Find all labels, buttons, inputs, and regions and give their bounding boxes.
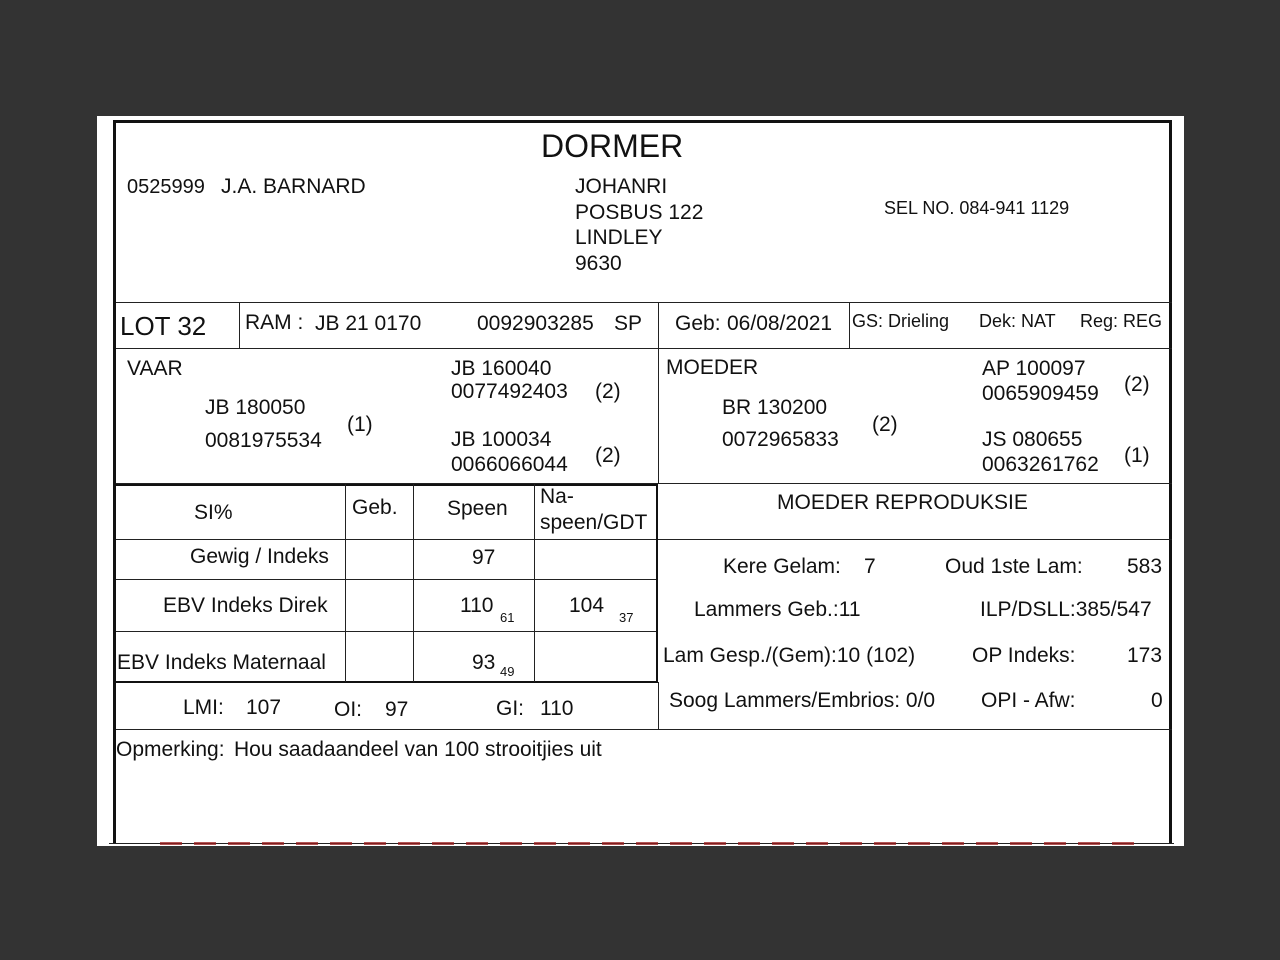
- opi-afw-value: 0: [1151, 689, 1163, 712]
- sire-sire-number: 0077492403: [451, 380, 568, 403]
- perf-box-top: [116, 484, 658, 486]
- rule-perf-col3: [534, 484, 535, 682]
- ram-label: RAM :: [245, 311, 304, 334]
- lmi-label: LMI:: [183, 696, 224, 719]
- gi-value: 110: [540, 697, 574, 720]
- breeder-name: J.A. BARNARD: [221, 175, 366, 198]
- row-direk-speen-accuracy: 61: [500, 610, 515, 625]
- ram-id: JB 21 0170: [315, 312, 422, 335]
- address-line-2: POSBUS 122: [575, 201, 704, 224]
- kere-gelam-value: 7: [864, 555, 876, 578]
- oud-1ste-lam-value: 583: [1127, 555, 1163, 578]
- row-maternaal-speen-accuracy: 49: [500, 664, 515, 679]
- rule-perf-col1: [345, 484, 346, 682]
- phone-number: SEL NO. 084-941 1129: [884, 198, 1070, 218]
- rule-header-bottom: [116, 302, 1172, 303]
- rule-geb-divider: [849, 302, 850, 348]
- sire-dam-id: JB 100034: [451, 428, 552, 451]
- ram-number: 0092903285: [477, 312, 594, 335]
- row-direk-naspeen-accuracy: 37: [619, 610, 634, 625]
- dam-label: MOEDER: [666, 356, 759, 379]
- dam-sire-number: 0065909459: [982, 382, 1099, 405]
- row-direk-naspeen: 104: [569, 594, 605, 617]
- address-line-3: LINDLEY: [575, 226, 663, 249]
- remarks-label: Opmerking:: [116, 738, 225, 761]
- sire-label: VAAR: [127, 357, 183, 380]
- sire-count: (1): [347, 413, 373, 436]
- oud-1ste-lam-label: Oud 1ste Lam:: [945, 555, 1083, 578]
- gi-label: GI:: [496, 697, 525, 720]
- perf-box-right: [656, 484, 658, 683]
- rule-center-divider: [658, 302, 659, 483]
- rule-perf-header-bottom: [116, 539, 1172, 540]
- registration: Reg: REG: [1080, 311, 1163, 331]
- opi-afw-label: OPI - Afw:: [981, 689, 1076, 712]
- dam-dam-number: 0063261762: [982, 453, 1099, 476]
- breeder-number: 0525999: [127, 176, 205, 198]
- lot-number: LOT 32: [120, 311, 207, 341]
- born-label: Geb:: [675, 312, 721, 335]
- birth-status: GS: Drieling: [852, 311, 950, 331]
- oi-value: 97: [385, 698, 409, 721]
- row-direk-speen: 110: [460, 594, 494, 617]
- dam-id: BR 130200: [722, 396, 828, 419]
- ram-code: SP: [614, 312, 643, 335]
- naspeen-header-line-1: Na-: [540, 485, 574, 508]
- lammers-geb: Lammers Geb.:11: [694, 598, 861, 621]
- dam-count: (2): [872, 413, 898, 436]
- ilp-dsll: ILP/DSLL:385/547: [980, 598, 1152, 621]
- sire-dam-count: (2): [595, 444, 621, 467]
- row-gewig-speen: 97: [472, 546, 496, 569]
- sire-sire-id: JB 160040: [451, 357, 552, 380]
- row-maternaal-speen: 93: [472, 651, 496, 674]
- rule-row2-bottom: [116, 631, 658, 632]
- born-date: 06/08/2021: [727, 312, 833, 335]
- sire-sire-count: (2): [595, 380, 621, 403]
- rule-lot-divider: [239, 302, 240, 348]
- cut-off-footer-text: [160, 842, 1140, 845]
- oi-label: OI:: [334, 698, 363, 721]
- mating-type: Dek: NAT: [979, 311, 1056, 331]
- dam-dam-id: JS 080655: [982, 428, 1083, 451]
- geb-header: Geb.: [352, 496, 398, 519]
- sire-dam-number: 0066066044: [451, 453, 568, 476]
- speen-header: Speen: [447, 497, 508, 520]
- sire-number: 0081975534: [205, 429, 322, 452]
- remarks-text: Hou saadaandeel van 100 strooitjies uit: [234, 738, 602, 761]
- breed-title: DORMER: [541, 128, 684, 164]
- row-label-maternaal: EBV Indeks Maternaal: [117, 651, 326, 674]
- op-indeks-label: OP Indeks:: [972, 644, 1076, 667]
- kere-gelam-label: Kere Gelam:: [723, 555, 841, 578]
- naspeen-header-line-2: speen/GDT: [540, 511, 648, 534]
- rule-perf-col2: [413, 484, 414, 682]
- address-line-1: JOHANRI: [575, 175, 668, 198]
- soog-lammers: Soog Lammers/Embrios: 0/0: [669, 689, 936, 712]
- row-label-direk: EBV Indeks Direk: [163, 594, 328, 617]
- op-indeks-value: 173: [1127, 644, 1163, 667]
- dam-number: 0072965833: [722, 428, 839, 451]
- rule-lot-bottom: [116, 348, 1172, 349]
- si-header: SI%: [194, 501, 233, 524]
- dam-sire-count: (2): [1124, 373, 1150, 396]
- sire-id: JB 180050: [205, 396, 306, 419]
- reproduction-title: MOEDER REPRODUKSIE: [777, 491, 1028, 514]
- address-line-4: 9630: [575, 252, 622, 275]
- rule-index-bottom: [116, 729, 1172, 730]
- row-label-gewig: Gewig / Indeks: [190, 545, 329, 568]
- perf-box-bottom: [116, 681, 658, 683]
- dam-sire-id: AP 100097: [982, 357, 1086, 380]
- lam-gesp: Lam Gesp./(Gem):10 (102): [663, 644, 916, 667]
- lmi-value: 107: [246, 696, 282, 719]
- rule-soog-divider: [658, 682, 659, 729]
- rule-row1-bottom: [116, 579, 658, 580]
- dam-dam-count: (1): [1124, 444, 1150, 467]
